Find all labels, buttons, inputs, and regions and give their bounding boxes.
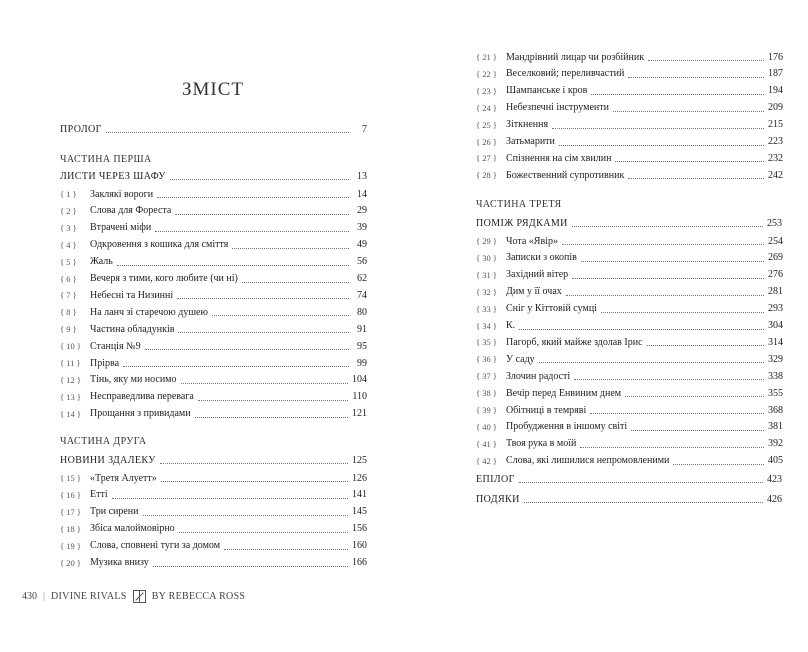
- chapter-title: Станція №9: [90, 340, 141, 352]
- chapter-page: 121: [352, 408, 367, 420]
- dot-leader: [647, 342, 764, 346]
- chapter-title: Веселковий; переливчастий: [506, 68, 625, 80]
- entry-label: НОВИНИ ЗДАЛЕКУ: [60, 454, 156, 466]
- dot-leader: [628, 175, 764, 179]
- chapter-page: 91: [357, 323, 367, 335]
- dot-leader: [242, 279, 349, 283]
- entry-page: 13: [357, 170, 367, 182]
- chapter-title: Пагорб, який майже здолав Ірис: [506, 336, 643, 348]
- dot-leader: [161, 478, 348, 482]
- chapter-title: Мандрівний лицар чи розбійник: [506, 51, 645, 63]
- chapter-number: { 28 }: [476, 170, 497, 181]
- chapter-title: На ланч зі старечою душею: [90, 306, 208, 318]
- toc-chapter-entry[interactable]: [476, 420, 783, 434]
- chapter-title: Збіса малоймовірно: [90, 523, 175, 535]
- toc-title: ЗМІСТ: [182, 79, 245, 100]
- chapter-number: { 15 }: [60, 473, 81, 483]
- toc-chapter-entry[interactable]: [60, 272, 367, 286]
- chapter-number: { 39 }: [476, 405, 497, 415]
- toc-chapter-entry[interactable]: [60, 238, 367, 252]
- chapter-number: { 18 }: [60, 523, 81, 534]
- dot-leader: [631, 427, 764, 431]
- dot-leader: [574, 376, 764, 380]
- dot-leader: [153, 563, 348, 567]
- toc-chapter-entry[interactable]: [476, 251, 783, 265]
- chapter-title: Сніг у Кіттовій сумці: [506, 303, 597, 315]
- toc-chapter-entry[interactable]: [476, 335, 783, 349]
- chapter-title: У саду: [506, 353, 535, 365]
- toc-chapter-entry[interactable]: [60, 305, 367, 319]
- chapter-number: { 37 }: [476, 371, 497, 382]
- chapter-page: 405: [768, 455, 783, 467]
- toc-chapter-entry[interactable]: [476, 135, 783, 149]
- dot-leader: [212, 312, 349, 316]
- entry-page: 423: [767, 473, 782, 485]
- chapter-title: Жаль: [90, 256, 113, 268]
- chapter-title: Вечеря з тими, кого любите (чи ні): [90, 273, 238, 284]
- chapter-title: К.: [506, 320, 516, 331]
- toc-chapter-entry[interactable]: [60, 522, 367, 536]
- dot-leader: [195, 414, 348, 418]
- toc-chapter-entry[interactable]: [60, 390, 367, 404]
- toc-chapter-entry[interactable]: [60, 204, 367, 218]
- toc-chapter-entry[interactable]: [60, 407, 367, 421]
- chapter-title: Етті: [90, 489, 108, 501]
- chapter-title: Прощання з привидами: [90, 408, 191, 420]
- chapter-page: 14: [357, 188, 367, 200]
- toc-entry-acknowledgments[interactable]: [476, 492, 782, 506]
- dot-leader: [198, 397, 348, 401]
- toc-chapter-entry[interactable]: [60, 539, 367, 553]
- dot-leader: [232, 245, 349, 249]
- toc-chapter-entry[interactable]: [60, 556, 367, 570]
- toc-chapter-entry[interactable]: [60, 471, 367, 485]
- chapter-title: Чота «Явір»: [506, 235, 558, 247]
- chapter-number: { 25 }: [476, 119, 497, 130]
- chapter-page: 104: [352, 374, 367, 386]
- chapter-title: Дим у її очах: [506, 286, 562, 298]
- chapter-number: { 16 }: [60, 489, 81, 500]
- entry-label: ПОМІЖ РЯДКАМИ: [476, 217, 568, 229]
- dot-leader: [143, 512, 348, 516]
- chapter-page: 166: [352, 557, 367, 568]
- chapter-number: { 19 }: [60, 540, 81, 551]
- chapter-number: { 34 }: [476, 320, 497, 331]
- chapter-title: Небезпечні інструменти: [506, 102, 609, 114]
- toc-chapter-entry[interactable]: [476, 151, 783, 165]
- dot-leader: [615, 158, 764, 162]
- chapter-title: Одкровення з кошика для сміття: [90, 239, 229, 251]
- chapter-number: { 4 }: [60, 239, 77, 250]
- entry-label: ПРОЛОГ: [60, 123, 102, 135]
- dot-leader: [177, 295, 349, 299]
- chapter-title: Слова, які лишилися непромовленими: [506, 455, 670, 467]
- chapter-page: 80: [357, 306, 367, 318]
- entry-label: ЕПІЛОГ: [476, 473, 515, 485]
- chapter-page: 304: [768, 320, 783, 331]
- toc-chapter-entry[interactable]: [60, 505, 367, 519]
- toc-chapter-entry[interactable]: [476, 403, 783, 417]
- chapter-number: { 1 }: [60, 189, 77, 199]
- chapter-number: { 8 }: [60, 307, 77, 318]
- dot-leader: [155, 228, 349, 232]
- part-heading: ЧАСТИНА ТРЕТЯ: [476, 199, 562, 210]
- chapter-title: Божественний супротивник: [506, 169, 625, 181]
- part-heading: ЧАСТИНА ДРУГА: [60, 436, 147, 447]
- chapter-number: { 14 }: [60, 408, 81, 419]
- dot-leader: [572, 223, 763, 227]
- chapter-number: { 3 }: [60, 222, 77, 233]
- chapter-page: 56: [357, 256, 367, 268]
- chapter-title: Тінь, яку ми носимо: [90, 374, 177, 386]
- chapter-title: Обітниці в темряві: [506, 404, 587, 416]
- chapter-title: Пробудження в іншому світі: [506, 421, 628, 433]
- chapter-title: Несправедлива перевага: [90, 391, 194, 403]
- chapter-number: { 24 }: [476, 102, 497, 113]
- page-footer: [22, 590, 245, 603]
- dot-leader: [524, 499, 763, 503]
- chapter-page: 126: [352, 472, 367, 484]
- chapter-page: 314: [768, 336, 783, 348]
- chapter-number: { 36 }: [476, 354, 497, 365]
- entry-page: 253: [767, 217, 782, 229]
- chapter-number: { 41 }: [476, 438, 497, 449]
- chapter-page: 156: [352, 523, 367, 535]
- chapter-number: { 13 }: [60, 391, 81, 402]
- chapter-page: 99: [357, 357, 367, 369]
- part-heading: ЧАСТИНА ПЕРША: [60, 154, 152, 165]
- dot-leader: [625, 393, 764, 397]
- toc-chapter-entry[interactable]: [476, 101, 783, 115]
- toc-chapter-entry[interactable]: [60, 373, 367, 387]
- chapter-number: { 23 }: [476, 85, 497, 96]
- chapter-title: Музика внизу: [90, 557, 149, 568]
- chapter-number: { 2 }: [60, 205, 77, 216]
- toc-entry-prologue[interactable]: [60, 122, 367, 136]
- dot-leader: [539, 359, 764, 363]
- toc-chapter-entry[interactable]: [476, 369, 783, 383]
- chapter-title: Злочин радості: [506, 370, 571, 382]
- chapter-title: Слова, сповнені туги за домом: [90, 540, 221, 552]
- entry-page: 426: [767, 493, 782, 505]
- toc-chapter-entry[interactable]: [60, 488, 367, 502]
- chapter-page: 194: [768, 85, 783, 97]
- chapter-page: 381: [768, 421, 783, 433]
- footer-author: BY REBECCA ROSS: [151, 591, 246, 602]
- chapter-number: { 33 }: [476, 303, 497, 314]
- chapter-page: 49: [357, 239, 367, 251]
- chapter-page: 209: [768, 102, 783, 114]
- entry-label: ПОДЯКИ: [476, 493, 520, 505]
- toc-chapter-entry[interactable]: [476, 84, 783, 98]
- chapter-page: 176: [768, 51, 783, 63]
- chapter-number: { 31 }: [476, 269, 497, 280]
- chapter-title: Шампанське і кров: [506, 85, 588, 97]
- chapter-number: { 26 }: [476, 136, 497, 147]
- entry-page: 7: [362, 123, 367, 135]
- chapter-page: 187: [768, 68, 783, 80]
- dot-leader: [519, 479, 763, 483]
- chapter-title: Заклякі вороги: [90, 188, 154, 200]
- chapter-page: 110: [352, 391, 367, 403]
- dot-leader: [601, 309, 764, 313]
- chapter-page: 29: [357, 205, 367, 217]
- toc-chapter-entry[interactable]: [60, 322, 367, 336]
- chapter-title: Спізнення на сім хвилин: [506, 152, 612, 164]
- chapter-number: { 12 }: [60, 374, 81, 385]
- toc-chapter-entry[interactable]: [476, 168, 783, 182]
- dot-leader: [559, 142, 764, 146]
- chapter-number: { 5 }: [60, 256, 77, 267]
- dot-leader: [117, 262, 349, 266]
- chapter-title: Втрачені міфи: [90, 222, 152, 234]
- chapter-page: 281: [768, 286, 783, 298]
- toc-part-subtitle[interactable]: [60, 169, 367, 183]
- dot-leader: [178, 329, 349, 333]
- toc-chapter-entry[interactable]: [476, 386, 783, 400]
- chapter-page: 74: [357, 289, 367, 301]
- chapter-title: Вечір перед Енвиним днем: [506, 387, 622, 399]
- dot-leader: [179, 529, 348, 533]
- toc-chapter-entry[interactable]: [476, 437, 783, 451]
- toc-chapter-entry[interactable]: [476, 285, 783, 299]
- dot-leader: [566, 292, 764, 296]
- toc-chapter-entry[interactable]: [60, 187, 367, 201]
- toc-chapter-entry[interactable]: [476, 67, 783, 81]
- chapter-title: Записки з окопів: [506, 252, 577, 264]
- dot-leader: [590, 410, 764, 414]
- toc-chapter-entry[interactable]: [60, 255, 367, 269]
- chapter-title: «Третя Алуетт»: [90, 472, 157, 484]
- chapter-page: 355: [768, 387, 783, 399]
- chapter-page: 329: [768, 353, 783, 365]
- chapter-number: { 11 }: [60, 358, 81, 368]
- toc-chapter-entry[interactable]: [476, 454, 783, 468]
- toc-part-subtitle[interactable]: [60, 453, 367, 467]
- chapter-page: 62: [357, 273, 367, 284]
- dot-leader: [562, 241, 764, 245]
- dot-leader: [170, 176, 349, 180]
- chapter-page: 392: [768, 438, 783, 450]
- toc-chapter-entry[interactable]: [476, 268, 783, 282]
- dot-leader: [552, 125, 764, 129]
- chapter-number: { 17 }: [60, 506, 81, 517]
- toc-chapter-entry[interactable]: [60, 339, 367, 353]
- toc-chapter-entry[interactable]: [60, 288, 367, 302]
- chapter-page: 269: [768, 252, 783, 264]
- toc-chapter-entry[interactable]: [476, 319, 783, 333]
- chapter-number: { 38 }: [476, 388, 497, 399]
- chapter-title: Частина обладунків: [90, 323, 175, 335]
- dot-leader: [123, 363, 349, 367]
- toc-entry-epilogue[interactable]: [476, 472, 782, 486]
- toc-part-subtitle[interactable]: [476, 216, 782, 230]
- chapter-number: { 30 }: [476, 252, 497, 263]
- chapter-title: Небесні та Низинні: [90, 289, 174, 301]
- chapter-title: Західний вітер: [506, 269, 569, 281]
- dot-leader: [628, 74, 764, 78]
- toc-chapter-entry[interactable]: [476, 50, 783, 64]
- chapter-number: { 20 }: [60, 557, 81, 568]
- chapter-number: { 27 }: [476, 153, 497, 164]
- dot-leader: [224, 546, 348, 550]
- ornament-icon: [133, 590, 146, 603]
- toc-chapter-entry[interactable]: [60, 356, 367, 370]
- right-page: [404, 0, 808, 652]
- chapter-page: 39: [357, 222, 367, 234]
- dot-leader: [673, 461, 764, 465]
- chapter-title: Зіткнення: [506, 119, 549, 131]
- chapter-title: Твоя рука в моїй: [506, 438, 577, 450]
- dot-leader: [591, 91, 764, 95]
- entry-label: ЛИСТИ ЧЕРЕЗ ШАФУ: [60, 170, 166, 182]
- dot-leader: [145, 346, 349, 350]
- toc-chapter-entry[interactable]: [476, 302, 783, 316]
- chapter-page: 368: [768, 404, 783, 416]
- dot-leader: [519, 326, 764, 330]
- dot-leader: [160, 460, 348, 464]
- toc-chapter-entry[interactable]: [476, 234, 783, 248]
- chapter-number: { 22 }: [476, 68, 497, 79]
- chapter-number: { 7 }: [60, 290, 77, 301]
- chapter-number: { 10 }: [60, 341, 81, 352]
- footer-separator: |: [43, 591, 46, 602]
- toc-chapter-entry[interactable]: [60, 221, 367, 235]
- chapter-number: { 6 }: [60, 273, 77, 284]
- dot-leader: [157, 194, 349, 198]
- chapter-page: 141: [352, 489, 367, 501]
- chapter-page: 145: [352, 506, 367, 518]
- dot-leader: [580, 444, 764, 448]
- dot-leader: [181, 380, 348, 384]
- chapter-title: Три сирени: [90, 506, 139, 518]
- dot-leader: [581, 258, 764, 262]
- chapter-number: { 9 }: [60, 324, 77, 335]
- chapter-page: 254: [768, 235, 783, 247]
- chapter-number: { 42 }: [476, 455, 497, 466]
- chapter-page: 276: [768, 269, 783, 281]
- dot-leader: [106, 129, 349, 133]
- dot-leader: [175, 211, 349, 215]
- footer-book-title: DIVINE RIVALS: [51, 591, 127, 602]
- chapter-page: 215: [768, 119, 783, 131]
- chapter-number: { 21 }: [476, 52, 497, 62]
- dot-leader: [112, 495, 348, 499]
- chapter-number: { 35 }: [476, 337, 497, 348]
- chapter-page: 160: [352, 540, 367, 552]
- chapter-title: Затьмарити: [506, 136, 555, 147]
- toc-chapter-entry[interactable]: [476, 352, 783, 366]
- footer-page-number: 430: [22, 591, 37, 602]
- toc-chapter-entry[interactable]: [476, 118, 783, 132]
- entry-page: 125: [352, 454, 367, 466]
- dot-leader: [613, 108, 764, 112]
- chapter-title: Прірва: [90, 357, 120, 369]
- chapter-page: 95: [357, 340, 367, 352]
- dot-leader: [572, 275, 764, 279]
- chapter-title: Слова для Фореста: [90, 205, 172, 217]
- chapter-page: 242: [768, 169, 783, 181]
- chapter-number: { 32 }: [476, 286, 497, 297]
- chapter-page: 223: [768, 136, 783, 147]
- chapter-page: 293: [768, 303, 783, 315]
- chapter-page: 338: [768, 370, 783, 382]
- dot-leader: [648, 57, 764, 61]
- chapter-number: { 40 }: [476, 421, 497, 432]
- chapter-page: 232: [768, 152, 783, 164]
- chapter-number: { 29 }: [476, 236, 497, 246]
